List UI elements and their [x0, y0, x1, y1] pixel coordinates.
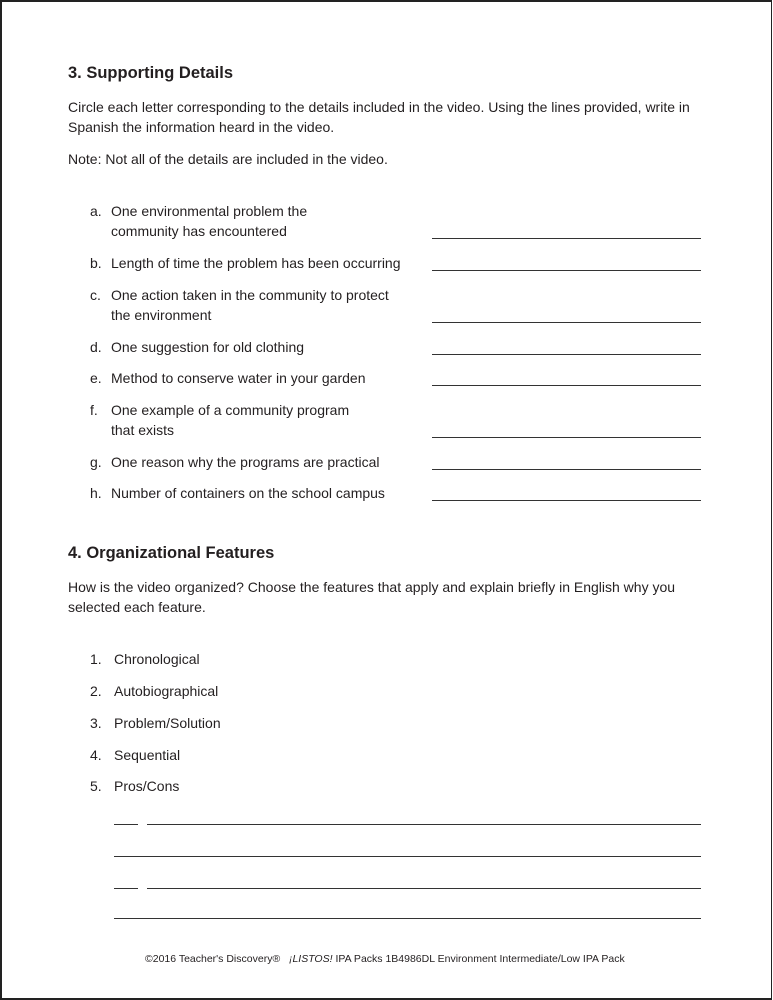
- answer-line[interactable]: [432, 385, 701, 386]
- footer: [145, 953, 625, 965]
- answer-line[interactable]: [432, 500, 701, 501]
- feature-label[interactable]: Sequential: [114, 747, 181, 763]
- detail-text-continued: that exists: [111, 422, 175, 438]
- answer-line[interactable]: [114, 918, 701, 919]
- footer-brand: ¡LISTOS!: [288, 953, 333, 965]
- detail-text: One reason why the programs are practical: [111, 454, 380, 470]
- detail-text: One environmental problem the: [111, 203, 308, 219]
- feature-number: 3.: [90, 715, 102, 731]
- detail-letter[interactable]: c.: [90, 287, 101, 303]
- detail-letter[interactable]: f.: [90, 402, 98, 418]
- section4-instructions: How is the video organized? Choose the features that apply and explain briefly in English why you selected each feature.: [68, 579, 676, 615]
- section4-heading: 4. Organizational Features: [68, 544, 275, 562]
- detail-letter[interactable]: g.: [90, 454, 102, 470]
- feature-label[interactable]: Pros/Cons: [114, 778, 180, 794]
- section3-heading: 3. Supporting Details: [68, 64, 234, 82]
- feature-number: 2.: [90, 683, 102, 699]
- detail-text-continued: community has encountered: [111, 223, 287, 239]
- answer-line[interactable]: [432, 354, 701, 355]
- detail-text: One action taken in the community to protect: [111, 287, 389, 303]
- answer-line[interactable]: [432, 469, 701, 470]
- feature-label[interactable]: Chronological: [114, 651, 200, 667]
- answer-line[interactable]: [147, 824, 701, 825]
- detail-text: Number of containers on the school campus: [111, 485, 385, 501]
- detail-text: One suggestion for old clothing: [111, 339, 305, 355]
- answer-line[interactable]: [432, 238, 701, 239]
- answer-line[interactable]: [432, 322, 701, 323]
- feature-number: 5.: [90, 778, 102, 794]
- section3-instructions: Circle each letter corresponding to the details included in the video. Using the lines provided, write in Spanish the information heard in the video.: [68, 99, 690, 135]
- detail-letter[interactable]: h.: [90, 485, 102, 501]
- detail-text: Method to conserve water in your garden: [111, 370, 366, 386]
- answer-line[interactable]: [114, 856, 701, 857]
- feature-label[interactable]: Problem/Solution: [114, 715, 221, 731]
- feature-number: 4.: [90, 747, 102, 763]
- footer-copyright: ©2016 Teacher's Discovery®: [145, 953, 281, 965]
- footer-product: IPA Packs 1B4986DL Environment Intermediate/Low IPA Pack: [335, 953, 625, 965]
- detail-letter[interactable]: b.: [90, 255, 102, 271]
- section3-note: Note: Not all of the details are included in the video.: [68, 151, 388, 167]
- answer-line[interactable]: [432, 437, 701, 438]
- detail-text: Length of time the problem has been occurring: [111, 255, 401, 271]
- feature-label[interactable]: Autobiographical: [114, 683, 219, 699]
- detail-text: One example of a community program: [111, 402, 350, 418]
- detail-letter[interactable]: a.: [90, 203, 102, 219]
- detail-text-continued: the environment: [111, 307, 212, 323]
- selection-blank[interactable]: [114, 888, 138, 889]
- feature-number: 1.: [90, 651, 102, 667]
- answer-line[interactable]: [147, 888, 701, 889]
- answer-line[interactable]: [432, 270, 701, 271]
- detail-letter[interactable]: e.: [90, 370, 102, 386]
- selection-blank[interactable]: [114, 824, 138, 825]
- detail-letter[interactable]: d.: [90, 339, 102, 355]
